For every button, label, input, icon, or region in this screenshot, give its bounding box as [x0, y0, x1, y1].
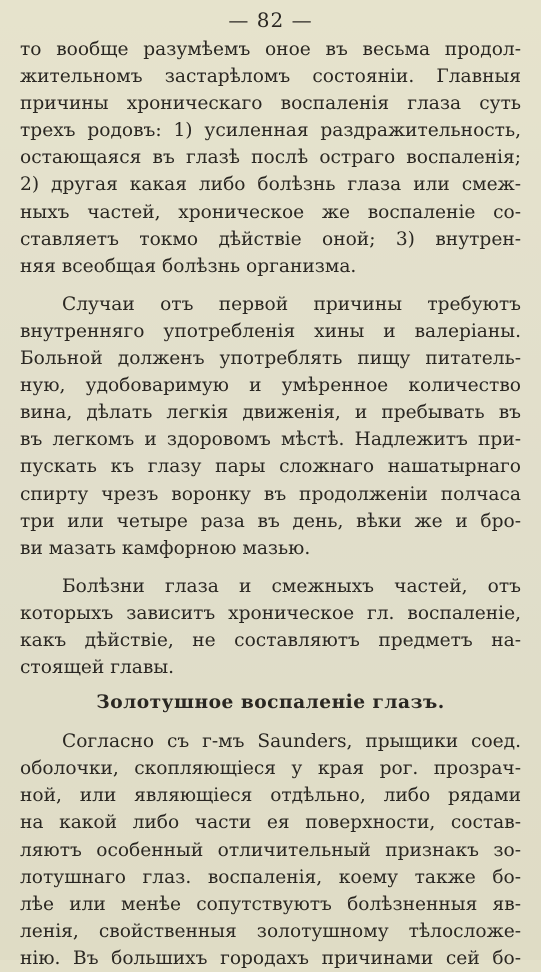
- text-line: нію. Въ большихъ городахъ причинами сей бо-: [20, 947, 521, 969]
- text-line: оболочки, скопляющіеся у края рог. прозрач-: [20, 758, 521, 780]
- text-line: вина, дѣлать легкія движенія, и пребывать въ: [20, 402, 521, 424]
- text-line: няя всеобщая болѣзнь организма.: [20, 255, 357, 277]
- paragraph-2: [20, 291, 521, 562]
- paragraph-3: [20, 573, 521, 681]
- text-line: ной, или являющіеся отдѣльно, либо рядами: [20, 785, 521, 807]
- text-line: то вообще разумѣемъ оное въ весьма продол-: [20, 39, 521, 60]
- text-line: спирту чрезъ воронку въ продолженіи полчаса: [20, 483, 521, 505]
- text-line: Больной долженъ употреблять пищу питатель-: [20, 348, 521, 370]
- section-heading: Золотушное воспаленіе глазъ.: [96, 692, 445, 714]
- text-line: въ легкомъ и здоровомъ мѣстѣ. Надлежитъ при-: [20, 429, 521, 451]
- text-line: лѣе или менѣе сопутствуютъ болѣзненныя яв-: [20, 893, 521, 915]
- text-line: ленія, свойственныя золотушному тѣлосложе-: [20, 920, 521, 942]
- text-line: Болѣзни глаза и смежныхъ частей, отъ: [62, 575, 521, 597]
- text-line: ныхъ частей, хроническое же воспаленіе со-: [20, 201, 521, 223]
- text-line: ставляетъ токмо дѣйствіе оной; 3) внутрен-: [20, 228, 521, 250]
- text-line: жительномъ застарѣломъ состояніи. Главныя: [20, 66, 521, 88]
- text-line: стоящей главы.: [20, 657, 175, 679]
- text-line: пускать къ глазу пары сложнаго нашатырнаго: [20, 456, 521, 478]
- text-line: три или четыре раза въ день, вѣки же и бро-: [20, 510, 521, 532]
- text-line: остающаяся въ глазѣ послѣ остраго воспаленія;: [20, 147, 521, 169]
- text-line: Случаи отъ первой причины требуютъ: [62, 293, 521, 315]
- text-line: трехъ родовъ: 1) усиленная раздражительность,: [20, 120, 521, 142]
- text-line: ви мазать камфорною мазью.: [20, 537, 311, 559]
- text-line: лотушнаго глаз. воспаленія, коему также бо-: [20, 866, 521, 888]
- text-line: на какой либо части ея поверхности, состав-: [20, 812, 521, 834]
- text-line: ную, удобоваримую и умѣренное количество: [20, 375, 521, 397]
- text-line: внутренняго употребленія хины и валеріаны.: [20, 320, 521, 342]
- page-number: — 82 —: [228, 8, 313, 32]
- text-line: Согласно съ г-мъ Saunders, прыщики соед.: [62, 731, 521, 753]
- text-line: какъ дѣйствіе, не составляютъ предметъ на-: [20, 629, 521, 651]
- text-line: которыхъ зависитъ хроническое гл. воспаленіе,: [20, 602, 521, 624]
- text-line: причины хроническаго воспаленія глаза суть: [20, 93, 521, 115]
- paragraph-4: [20, 728, 521, 972]
- paragraph-1: [20, 36, 521, 280]
- text-line: 2) другая какая либо болѣзнь глаза или смеж-: [20, 174, 521, 196]
- text-line: ляютъ особенный отличительный признакъ зо-: [20, 839, 521, 861]
